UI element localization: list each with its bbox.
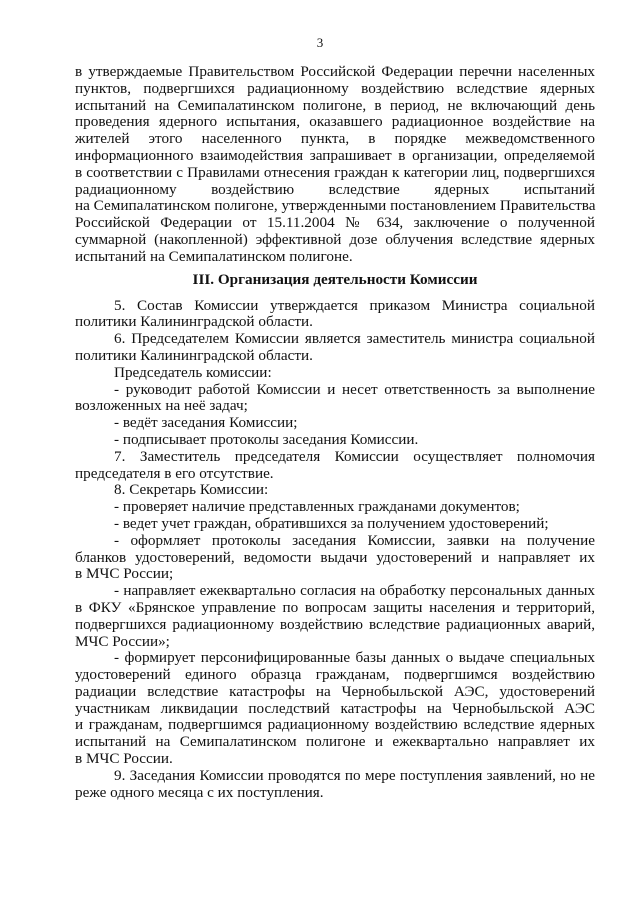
text-line: Российской Федерации от 15.11.2004 № 634, заключение о полученной [75,214,595,232]
text-line: подвергшихся радиационному воздействию вследствие радиационных аварий, [75,615,595,633]
text-line: - проверяет наличие представленных гражданами документов; [114,498,520,516]
text-line: информационного взаимодействия запрашивает в организации, определяемой [75,146,595,164]
text-line: 7. Заместитель председателя Комиссии осуществляет полномочия [114,447,595,465]
text-line: суммарной (накопленной) эффективной дозе облучения вследствие ядерных [75,230,595,248]
text-line: - направляет ежеквартально согласия на обработку персональных данных [114,582,595,600]
text-line: 9. Заседания Комиссии проводятся по мере поступления заявлений, но не [114,766,595,784]
text-line: удостоверений единого образца гражданам, подвергшимся воздействию [75,666,595,684]
text-line: политики Калининградской области. [75,346,313,364]
text-line: - подписывает протоколы заседания Комиссии. [114,430,419,448]
text-line: жителей этого населенного пункта, в порядке межведомственного [75,130,595,148]
text-line: председателя в его отсутствие. [75,464,274,482]
text-line: 5. Состав Комиссии утверждается приказом Министра социальной [114,296,595,314]
text-line: Председатель комиссии: [114,363,272,381]
text-line: в МЧС России; [75,565,174,583]
text-line: - руководит работой Комиссии и несет ответственность за выполнение [114,380,595,398]
text-line: и гражданам, подвергшимся радиационному воздействию вследствие ядерных [75,716,595,734]
text-line: испытаний на Семипалатинском полигоне. [75,247,353,265]
text-line: бланков удостоверений, ведомости выдачи удостоверений и направляет их [75,548,595,566]
text-line: 6. Председателем Комиссии является заместитель министра социальной [114,330,595,348]
section-body [75,298,595,802]
text-line: радиации вследствие катастрофы на Чернобыльской АЭС, удостоверений [75,682,595,700]
section-heading: III. Организация деятельности Комиссии [192,270,478,288]
text-line: участникам ликвидации последствий катастрофы на Чернобыльской АЭС [75,699,595,717]
text-line: - оформляет протоколы заседания Комиссии, заявки на получение [114,531,595,549]
text-line: проведения ядерного испытания, оказавшего радиационное воздействие на [75,113,595,131]
text-line: - ведёт заседания Комиссии; [114,414,298,432]
text-line: - ведет учет граждан, обратившихся за получением удостоверений; [114,514,549,532]
text-line: в МЧС России. [75,750,173,768]
text-line: - формирует персонифицированные базы данных о выдаче специальных [114,649,595,667]
intro-paragraph [75,64,595,266]
text-line: пунктов, подвергшихся радиационному воздействию вследствие ядерных [75,79,595,97]
text-line: в утверждаемые Правительством Российской Федерации перечни населенных [75,63,595,80]
page-number: 3 [316,35,324,50]
text-line: испытаний на Семипалатинском полигоне, в период, не включающий день [75,96,595,114]
text-line: политики Калининградской области. [75,313,313,331]
text-line: МЧС России»; [75,632,170,650]
document-body [75,64,595,801]
text-line: испытаний на Семипалатинском полигоне и ежеквартально направляет их [75,733,595,751]
text-line: реже одного месяца с их поступления. [75,783,324,801]
text-line: возложенных на неё задач; [75,397,248,415]
text-line: в ФКУ «Брянское управление по вопросам защиты населения и территорий, [75,598,595,616]
text-line: радиационному воздействию вследствие ядерных испытаний [75,180,595,198]
text-line: на Семипалатинском полигоне, утвержденными постановлением Правительства [75,197,596,215]
text-line: в соответствии с Правилами отнесения граждан к категории лиц, подвергшихся [75,163,595,181]
text-line: 8. Секретарь Комиссии: [114,481,269,499]
